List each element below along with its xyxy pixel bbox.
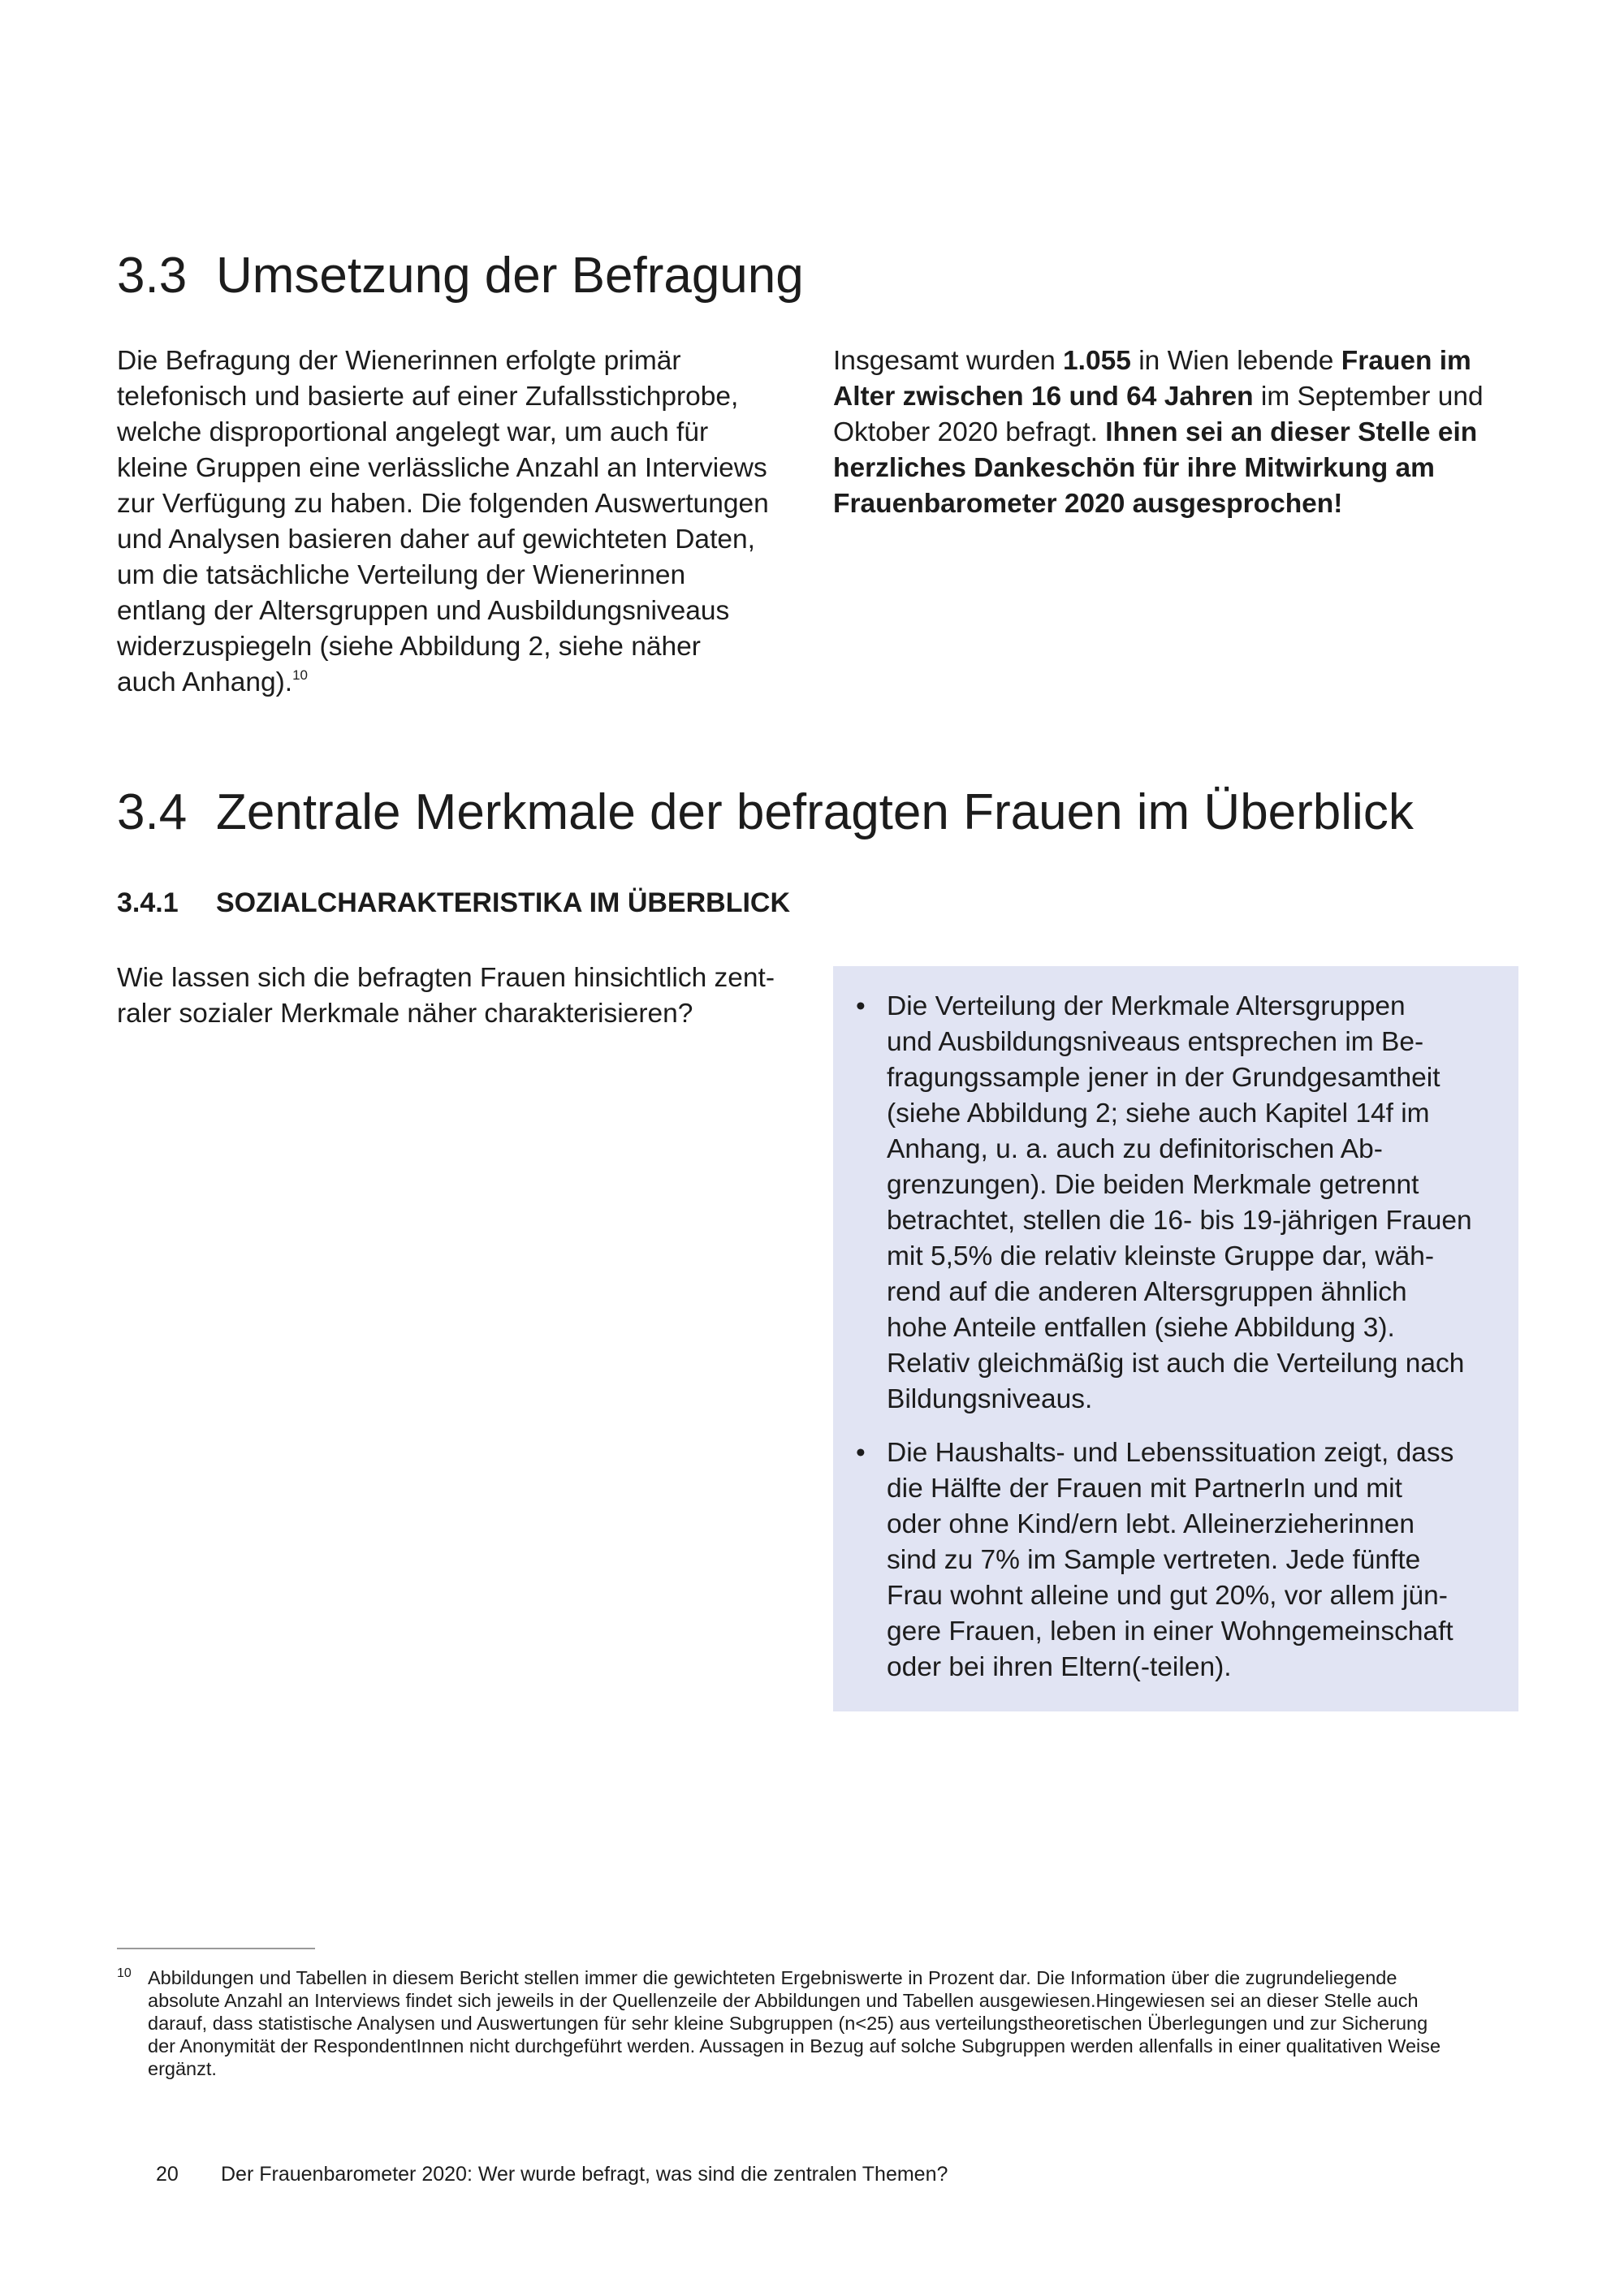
section-title: Zentrale Merkmale der befragten Frauen im Überblick <box>216 784 1414 840</box>
guiding-question: Wie lassen sich die befragten Frauen hinsichtlich zent- raler sozialer Merkmale näher charakterisieren? <box>117 963 775 1029</box>
summary-list <box>856 989 1494 1685</box>
footnote-reference[interactable]: 10 <box>292 667 308 683</box>
section-3-4-heading <box>117 785 1414 840</box>
footnote-number: 10 <box>117 1966 132 1980</box>
section-number: 3.3 <box>117 248 188 304</box>
footnote-divider <box>117 1948 315 1949</box>
summary-box <box>833 966 1518 1711</box>
page-number: 20 <box>156 2163 179 2186</box>
footnote-text: Abbildungen und Tabellen in diesem Bericht stellen immer die gewichteten Ergebniswerte in Prozent dar. Die Information über die zugrundeliegende absolute Anzahl an Interviews findet sich jeweils in der Quellenzeile der Abbildungen und Tabellen ausgewiesen.Hingewiesen sei an dieser Stelle auch darauf, dass statistische Analysen und Auswertungen für sehr kleine Subgruppen (n<25) aus verteilungstheoretischen Überlegungen und zur Sicherung der Anonymität der RespondentInnen nicht durchgeführt werden. Aussagen in Bezug auf solche Subgruppen werden allenfalls in einer qualitativen Weise ergänzt. <box>148 1967 1441 2079</box>
subsection-number: 3.4.1 <box>117 887 179 918</box>
summary-bullet-item: • Die Verteilung der Merkmale Altersgruppen und Ausbildungsniveaus entsprechen im Be- fragungssample jener in der Grundgesamtheit (siehe Abbildung 2; siehe auch Kapitel 14f im Anhang, u. a. auch zu definitorischen Ab- grenzungen). Die beiden Merkmale getrennt betrachtet, stellen die 16- bis 19-jährigen Frauen mit 5,5% die relativ kleinste Gruppe dar, wäh- rend auf die anderen Altersgruppen ähnlich hohe Anteile entfallen (siehe Abbildung 3). Relativ gleichmäßig ist auch die Verteilung nach Bildungsniveaus. <box>887 989 1494 1418</box>
summary-bullet-item: • Die Haushalts- und Lebenssituation zeigt, dass die Hälfte der Frauen mit PartnerIn und mit oder ohne Kind/ern lebt. Alleinerzieherinnen sind zu 7% im Sample vertreten. Jede fünfte Frau wohnt alleine und gut 20%, vor allem jün- gere Frauen, leben in einer Wohngemeinschaft oder bei ihren Eltern(-teilen). <box>887 1435 1494 1685</box>
running-title: Der Frauenbarometer 2020: Wer wurde befragt, was sind die zentralen Themen? <box>221 2163 948 2186</box>
bullet-icon: • <box>856 991 866 1021</box>
subsection-title: SOZIALCHARAKTERISTIKA IM ÜBERBLICK <box>216 887 791 918</box>
section-number: 3.4 <box>117 784 188 840</box>
bullet-icon: • <box>856 1438 866 1468</box>
section-title: Umsetzung der Befragung <box>216 248 804 304</box>
interviews-paragraph: Insgesamt wurden 1.055 in Wien lebende Frauen im Alter zwischen 16 und 64 Jahren im September und Oktober 2020 befragt. Ihnen sei an dieser Stelle ein herzliches Dankeschön für ihre Mitwirkung am Frauenbarometer 2020 ausgesprochen! <box>833 346 1484 519</box>
subsection-3-4-1-heading <box>117 887 790 920</box>
section-3-3-heading <box>117 248 804 304</box>
befragung-paragraph: Die Befragung der Wienerinnen erfolgte primär telefonisch und basierte auf einer Zufallsstichprobe, welche disproportional angelegt war, um auch für kleine Gruppen eine verlässliche Anzahl an Interviews zur Verfügung zu haben. Die folgenden Auswertungen und Analysen basieren daher auf gewichteten Daten, um die tatsächliche Verteilung der Wienerinnen entlang der Altersgruppen und Ausbildungsniveaus widerzuspiegeln (siehe Abbildung 2, siehe näher auch Anhang).$^{10}$ <box>117 346 769 697</box>
